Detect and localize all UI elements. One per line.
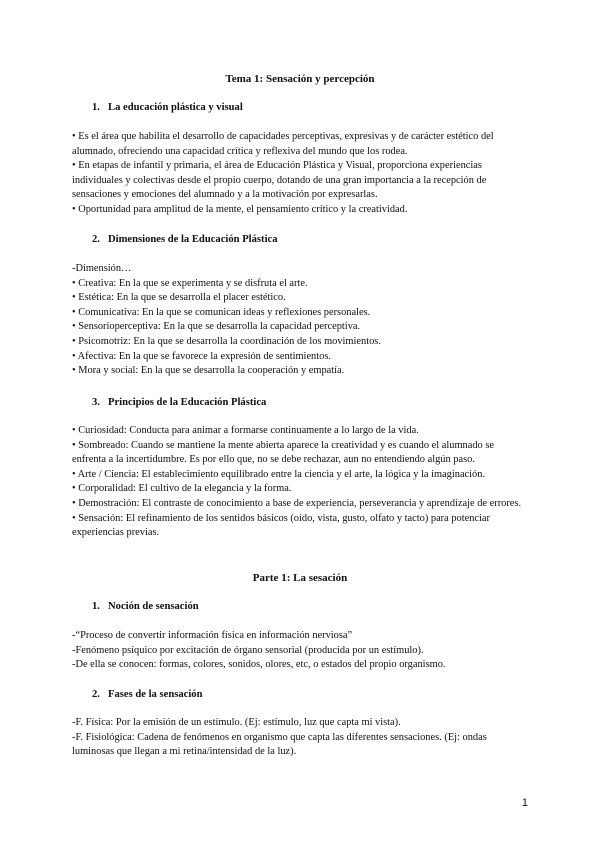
part-title: Parte 1: La sesación (252, 572, 348, 584)
bullet-item: • Es el área que habilita el desarrollo de capacidades perceptivas, expresivas y de carácter estético del alumnado, ofreciendo una capacidad crítica y reflexiva del mundo que los rodea. (72, 131, 494, 157)
intro-line: -Dimensión… (72, 263, 132, 274)
section-heading-text: Noción de sensación (108, 601, 199, 612)
section-number: 1. (92, 601, 100, 612)
page-title: Tema 1: Sensación y percepción (225, 73, 375, 85)
section-heading-text: Principios de la Educación Plástica (108, 397, 267, 408)
bullet-item: • Arte / Ciencia: El establecimiento equilibrado entre la ciencia y el arte, la lógica y la imaginación. (72, 468, 486, 480)
bullet-item: • Corporalidad: El cultivo de la elegancia y la forma. (72, 483, 292, 495)
bullet-item: • Creativa: En la que se experimenta y se disfruta el arte. (72, 277, 308, 289)
section3-bullets (72, 424, 527, 541)
text-line: -F. Fisiológica: Cadena de fenómenos en organismo que capta las diferentes sensaciones. (Ej: ondas luminosas que llegan a mi retina/intensidad de la luz). (72, 731, 487, 758)
bullet-item: • Comunicativa: En la que se comunican ideas y reflexiones personales. (72, 306, 371, 318)
text-line: -Fenómeno psíquico por excitación de órgano sensorial (producida por un estímulo). (72, 644, 424, 656)
section1-bullets (72, 130, 527, 218)
section-heading-educacion-plastica (92, 101, 243, 116)
section-heading-text: La educación plástica y visual (108, 102, 243, 113)
bullet-item: • Mora y social: En la que se desarrolla la cooperación y empatía. (72, 365, 345, 377)
fases-lines (72, 716, 527, 760)
section-heading-text: Fases de la sensación (108, 689, 203, 700)
section-number: 2. (92, 689, 100, 700)
section2-list (72, 262, 527, 379)
bullet-item: • Sensación: El refinamiento de los sentidos básicos (oído, vista, gusto, olfato y tacto) para potenciar experiencias previas. (72, 512, 491, 539)
bullet-item: • Curiosidad: Conducta para animar a formarse continuamente a lo largo de la vida. (72, 425, 419, 436)
bullet-item: • Psicomotriz: En la que se desarrolla la coordinación de los movimientos. (72, 335, 381, 347)
text-line: -De ella se conocen: formas, colores, sonidos, olores, etc, o estados del propio organismo. (72, 659, 446, 671)
nocion-lines (72, 629, 527, 673)
section-heading-fases (92, 688, 202, 703)
bullet-item: • Estética: En la que se desarrolla el placer estético. (72, 292, 286, 304)
bullet-item: • Demostración: El contraste de conocimiento a base de experiencia, perseverancia y aprendizaje de errores. (72, 497, 522, 509)
section-heading-nocion (92, 600, 199, 615)
section-number: 1. (92, 102, 100, 113)
bullet-item: • Oportunidad para amplitud de la mente, el pensamiento crítico y la creatividad. (72, 203, 408, 215)
bullet-item: • En etapas de infantil y primaria, el área de Educación Plástica y Visual, proporciona experiencias individuales y colectivas desde el propio cuerpo, dotando de una gran importancia a la recepción de sensaciones y emociones del alumnado y a la motivación por expresarlas. (72, 160, 487, 201)
page-number: 1 (521, 797, 528, 809)
section-heading-principios (92, 396, 266, 411)
section-heading-text: Dimensiones de la Educación Plástica (108, 234, 278, 245)
bullet-item: • Afectiva: En la que se favorece la expresión de sentimientos. (72, 350, 331, 362)
text-line: -F. Física: Por la emisión de un estímulo. (Ej: estímulo, luz que capta mi vista). (72, 717, 401, 728)
section-number: 2. (92, 234, 100, 245)
text-line: -“Proceso de convertir información física en información nerviosa” (72, 630, 353, 641)
section-number: 3. (92, 397, 100, 408)
section-heading-dimensiones (92, 233, 278, 248)
bullet-item: • Sombreado: Cuando se mantiene la mente abierta aparece la creatividad y es cuando el alumnado se enfrenta a la incertidumbre. Es por ello que, no se debe rechazar, aun no entendiendo algún paso. (72, 439, 494, 466)
bullet-item: • Sensorioperceptiva: En la que se desarrolla la capacidad perceptiva. (72, 321, 361, 333)
